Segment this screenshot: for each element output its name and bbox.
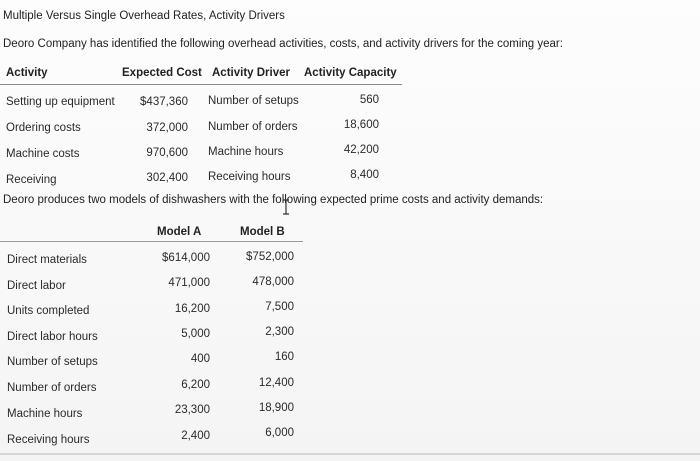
model-row-label: Direct labor: [7, 280, 66, 292]
model-row-label: Direct materials: [7, 254, 87, 266]
model-row-label: Number of setups: [7, 356, 98, 368]
model-row-label: Machine hours: [7, 408, 83, 420]
activity-driver: Receiving hours: [208, 171, 291, 183]
activity-capacity: 560: [359, 94, 379, 106]
model-a-value: 471,000: [168, 277, 210, 289]
model-b-value: 12,400: [258, 377, 294, 389]
model-a-value: 23,300: [174, 404, 210, 416]
activities-header-cost: Expected Cost: [122, 67, 202, 79]
activity-name: Setting up equipment: [6, 96, 115, 108]
intro-text: Deoro Company has identified the following overhead activities, costs, and activity drivers for the coming year:: [3, 38, 563, 50]
activity-driver: Machine hours: [208, 146, 284, 158]
activity-capacity: 42,200: [343, 144, 379, 156]
page-bottom-divider: [0, 453, 700, 455]
demands-text: Deoro produces two models of dishwashers with the following expected prime costs and activity demands:: [3, 194, 544, 206]
activities-header-driver: Activity Driver: [212, 67, 290, 79]
activity-cost: 302,400: [146, 172, 188, 184]
activities-header-divider: [0, 84, 402, 85]
activity-name: Receiving: [6, 174, 57, 186]
model-row-label: Receiving hours: [7, 434, 90, 446]
model-b-value: 6,000: [265, 427, 294, 439]
activity-capacity: 18,600: [343, 119, 379, 131]
model-b-value: $752,000: [246, 251, 294, 263]
activities-header-activity: Activity: [6, 67, 48, 79]
models-header-b: Model B: [240, 226, 285, 238]
activity-cost: $437,360: [140, 96, 188, 108]
model-b-value: 160: [274, 351, 294, 363]
activity-cost: 970,600: [146, 147, 188, 159]
activity-name: Machine costs: [6, 148, 80, 160]
model-row-label: Direct labor hours: [7, 331, 98, 343]
models-header-divider: [0, 241, 303, 242]
model-b-value: 478,000: [252, 276, 294, 288]
activity-capacity: 8,400: [350, 169, 379, 181]
model-row-label: Units completed: [7, 305, 90, 317]
model-a-value: 2,400: [181, 430, 210, 442]
text-cursor-icon: [281, 199, 291, 215]
model-b-value: 2,300: [265, 326, 294, 338]
model-a-value: $614,000: [162, 252, 210, 264]
page-title: Multiple Versus Single Overhead Rates, Activity Drivers: [3, 10, 285, 22]
models-header-a: Model A: [157, 226, 202, 238]
activity-driver: Number of orders: [208, 121, 298, 133]
model-a-value: 5,000: [181, 328, 210, 340]
activity-name: Ordering costs: [6, 122, 81, 134]
model-b-value: 7,500: [265, 301, 294, 313]
model-row-label: Number of orders: [7, 382, 97, 394]
activity-driver: Number of setups: [208, 95, 299, 107]
model-a-value: 6,200: [181, 379, 210, 391]
model-b-value: 18,900: [258, 402, 294, 414]
activity-cost: 372,000: [146, 122, 188, 134]
model-a-value: 400: [190, 353, 210, 365]
activities-header-capacity: Activity Capacity: [304, 67, 397, 79]
model-a-value: 16,200: [174, 303, 210, 315]
